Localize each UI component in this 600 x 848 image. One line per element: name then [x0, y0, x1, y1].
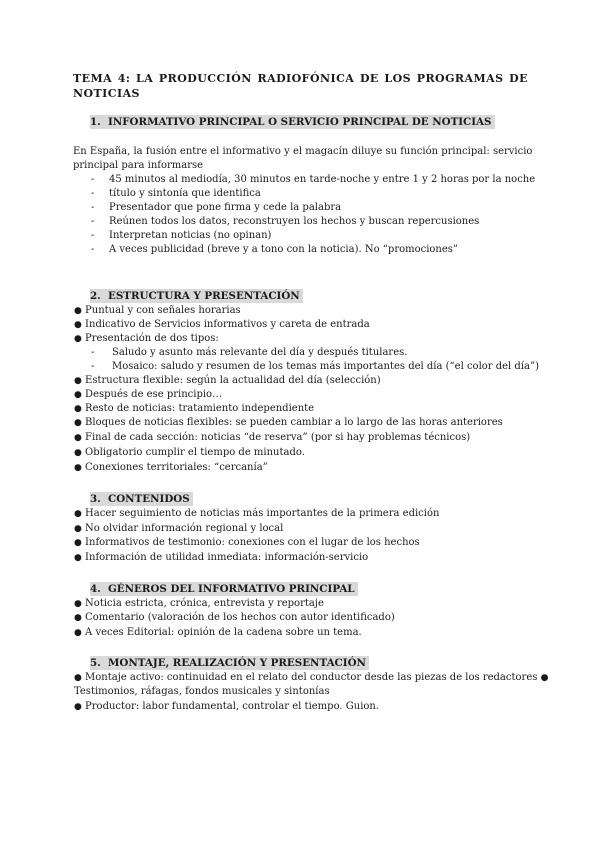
dash-marker: -	[91, 174, 95, 185]
list-item: Mosaico: saludo y resumen de los temas más importantes del día (“el color del día”)	[112, 361, 540, 372]
list-item: ● Comentario (valoración de los hechos con autor identificado)	[74, 612, 395, 623]
section-heading	[90, 656, 369, 670]
section-number: 3.	[90, 493, 101, 505]
bullet-icon: ●	[74, 599, 82, 609]
bullet-icon: ●	[74, 702, 82, 712]
section-heading	[90, 492, 193, 506]
list-item: ● Final de cada sección: noticias “de reserva” (por si hay problemas técnicos)	[74, 432, 471, 443]
list-item: Interpretan noticias (no opinan)	[109, 230, 272, 241]
dash-marker: -	[91, 202, 95, 213]
bullet-icon: ●	[74, 334, 82, 344]
bullet-icon: ●	[74, 509, 82, 519]
list-item: A veces publicidad (breve y a tono con la noticia). No “promociones”	[109, 244, 459, 255]
bullet-icon: ●	[74, 673, 82, 683]
list-item: ● Hacer seguimiento de noticias más importantes de la primera edición	[74, 508, 440, 519]
section-number: 1.	[90, 116, 101, 128]
list-item: título y sintonía que identifica	[109, 188, 261, 199]
section-title: ESTRUCTURA Y PRESENTACIÓN	[108, 290, 300, 302]
list-item: ● Resto de noticias: tratamiento independiente	[74, 403, 315, 414]
list-item: ● Puntual y con señales horarias	[74, 305, 241, 316]
bullet-icon: ●	[74, 433, 82, 443]
dash-marker: -	[91, 216, 95, 227]
section-heading	[90, 582, 358, 596]
bullet-icon: ●	[540, 673, 549, 683]
list-item: ● Indicativo de Servicios informativos y careta de entrada	[74, 319, 370, 330]
section-number: 5.	[90, 657, 101, 669]
list-item: ● Información de utilidad inmediata: información-servicio	[74, 552, 369, 563]
bullet-icon: ●	[74, 524, 82, 534]
list-item: ● Informativos de testimonio: conexiones con el lugar de los hechos	[74, 537, 420, 548]
bullet-icon: ●	[74, 448, 82, 458]
bullet-icon: ●	[74, 390, 82, 400]
bullet-icon: ●	[74, 404, 82, 414]
section-number: 2.	[90, 290, 101, 302]
bullet-icon: ●	[74, 628, 82, 638]
bullet-icon: ●	[74, 306, 82, 316]
list-item: ● Conexiones territoriales: “cercanía”	[74, 462, 268, 473]
dash-marker: -	[91, 230, 95, 241]
list-item: ● Presentación de dos tipos:	[74, 333, 219, 344]
list-item: Reúnen todos los datos, reconstruyen los hechos y buscan repercusiones	[109, 216, 480, 227]
list-item: 45 minutos al mediodía, 30 minutos en tarde-noche y entre 1 y 2 horas por la noche	[109, 174, 536, 185]
document-title: TEMA 4: LA PRODUCCIÓN RADIOFÓNICA DE LOS PROGRAMAS DE NOTICIAS	[73, 72, 528, 100]
section-title: MONTAJE, REALIZACIÓN Y PRESENTACIÓN	[108, 657, 366, 669]
bullet-icon: ●	[74, 613, 82, 623]
dash-marker: -	[91, 188, 95, 199]
section-heading	[90, 289, 303, 303]
bullet-icon: ●	[74, 418, 82, 428]
dash-marker: -	[91, 347, 95, 358]
section-intro: En España, la fusión entre el informativo y el magacín diluye su función principal: servicio principal para informarse	[73, 146, 533, 171]
bullet-icon: ●	[74, 553, 82, 563]
section-title: GÉNEROS DEL INFORMATIVO PRINCIPAL	[108, 583, 355, 595]
bullet-icon: ●	[74, 320, 82, 330]
list-item: Testimonios, ráfagas, fondos musicales y sintonías	[74, 686, 330, 697]
list-item: Presentador que pone firma y cede la palabra	[109, 202, 342, 213]
bullet-icon: ●	[74, 463, 82, 473]
list-item: ● Bloques de noticias flexibles: se pueden cambiar a lo largo de las horas anteriores	[74, 417, 503, 428]
section-heading	[90, 115, 495, 129]
list-item: ● Estructura flexible: según la actualidad del día (selección)	[74, 375, 381, 386]
list-item: ● Obligatorio cumplir el tiempo de minutado.	[74, 447, 305, 458]
section-title: INFORMATIVO PRINCIPAL O SERVICIO PRINCIPAL DE NOTICIAS	[108, 116, 492, 128]
bullet-icon: ●	[74, 538, 82, 548]
bullet-icon: ●	[74, 376, 82, 386]
list-item: ● A veces Editorial: opinión de la cadena sobre un tema.	[74, 627, 362, 638]
dash-marker: -	[91, 244, 95, 255]
section-number: 4.	[90, 583, 101, 595]
dash-marker: -	[91, 361, 95, 372]
list-item: ● Noticia estricta, crónica, entrevista y reportaje	[74, 598, 324, 609]
list-item: ● Después de ese principio…	[74, 389, 223, 400]
section-title: CONTENIDOS	[108, 493, 190, 505]
list-item: ● Montaje activo: continuidad en el relato del conductor desde las piezas de los redactores ●	[74, 672, 549, 683]
list-item: ● No olvidar información regional y local	[74, 523, 284, 534]
list-item: ● Productor: labor fundamental, controlar el tiempo. Guion.	[74, 701, 380, 712]
list-item: Saludo y asunto más relevante del día y después titulares.	[112, 347, 408, 358]
